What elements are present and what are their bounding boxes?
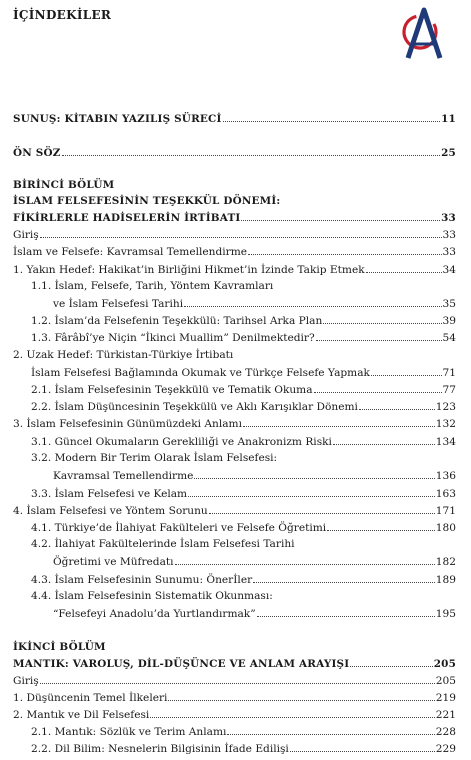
toc-entry-4-2[interactable]: Öğretimi ve Müfredatı 182 bbox=[53, 556, 456, 568]
part-one-title: İSLAM FELSEFESİNİN TEŞEKKÜL DÖNEMİ: bbox=[13, 195, 281, 207]
toc-entry-4-4-line1: 4.4. İslam Felsefesinin Sistematik Okunması: bbox=[31, 590, 273, 602]
toc-entry-part-one-title-end[interactable]: FİKİRLERLE HADİSELERİN İRTİBATI 33 bbox=[13, 212, 456, 224]
toc-entry-sunus[interactable]: SUNUŞ: KİTABIN YAZILIŞ SÜRECİ 11 bbox=[13, 113, 456, 125]
toc-entry-2[interactable]: İslam Felsefesi Bağlamında Okumak ve Türkçe Felsefe Yapmak 71 bbox=[31, 367, 456, 379]
toc-entry-mantik-2-1[interactable]: 2.1. Mantık: Sözlük ve Terim Anlamı 228 bbox=[31, 726, 456, 738]
toc-entry-giris[interactable]: Giriş 33 bbox=[13, 229, 456, 241]
toc-entry-on-soz[interactable]: ÖN SÖZ 25 bbox=[13, 147, 456, 159]
toc-entry-mantik-2[interactable]: 2. Mantık ve Dil Felsefesi 221 bbox=[13, 709, 456, 721]
toc-entry-1-3[interactable]: 1.3. Fârâbî’ye Niçin “İkinci Muallim” Denilmektedir? 54 bbox=[31, 332, 456, 344]
toc-entry-3-2-line1: 3.2. Modern Bir Terim Olarak İslam Felsefesi: bbox=[31, 452, 278, 464]
toc-entry-4-3[interactable]: 4.3. İslam Felsefesinin Sunumu: Önerİler 189 bbox=[31, 574, 456, 586]
toc-entry-4-1[interactable]: 4.1. Türkiye’de İlahiyat Fakülteleri ve Felsefe Öğretimi 180 bbox=[31, 522, 456, 534]
toc-entry-3-1[interactable]: 3.1. Güncel Okumaların Gerekliliği ve Anakronizm Riski 134 bbox=[31, 436, 456, 448]
toc-entry-3-3[interactable]: 3.3. İslam Felsefesi ve Kelam 163 bbox=[31, 488, 456, 500]
toc-entry-2-line1: 2. Uzak Hedef: Türkistan-Türkiye İrtibatı bbox=[13, 349, 234, 361]
toc-entry-islam-ve-felsefe[interactable]: İslam ve Felsefe: Kavramsal Temellendirme 33 bbox=[13, 246, 456, 258]
toc-entry-1-1[interactable]: ve İslam Felsefesi Tarihi 35 bbox=[53, 298, 456, 310]
toc-entry-4[interactable]: 4. İslam Felsefesi ve Yöntem Sorunu 171 bbox=[13, 505, 456, 517]
page-title: İÇİNDEKİLER bbox=[13, 8, 112, 22]
part-one-label: BİRİNCİ BÖLÜM bbox=[13, 179, 115, 191]
toc-entry-1-1-line1: 1.1. İslam, Felsefe, Tarih, Yöntem Kavramları bbox=[31, 280, 274, 292]
part-two-label: İKİNCİ BÖLÜM bbox=[13, 641, 106, 653]
toc-entry-1[interactable]: 1. Yakın Hedef: Hakikat’in Birliğini Hikmet’in İzinde Takip Etmek 34 bbox=[13, 264, 456, 276]
toc-entry-3-2[interactable]: Kavramsal Temellendirme 136 bbox=[53, 470, 456, 482]
toc-entry-3[interactable]: 3. İslam Felsefesinin Günümüzdeki Anlamı 132 bbox=[13, 418, 456, 430]
toc-entry-part-two-title[interactable]: MANTIK: VAROLUŞ, DİL-DÜŞÜNCE VE ANLAM ARAYIŞI 205 bbox=[13, 658, 456, 670]
toc-entry-1-2[interactable]: 1.2. İslam’da Felsefenin Teşekkülü: Tarihsel Arka Plan 39 bbox=[31, 315, 456, 327]
toc-entry-mantik-2-2[interactable]: 2.2. Dil Bilim: Nesnelerin Bilgisinin İfade Edilişi 229 bbox=[31, 743, 456, 755]
toc-entry-2-1[interactable]: 2.1. İslam Felsefesinin Teşekkülü ve Tematik Okuma 77 bbox=[31, 384, 456, 396]
toc-entry-giris-2[interactable]: Giriş 205 bbox=[13, 675, 456, 687]
toc-entry-4-4[interactable]: “Felsefeyi Anadolu’da Yurtlandırmak” 195 bbox=[53, 608, 456, 620]
toc-entry-4-2-line1: 4.2. İlahiyat Fakültelerinde İslam Felsefesi Tarihi bbox=[31, 538, 295, 550]
toc-entry-mantik-1[interactable]: 1. Düşüncenin Temel İlkeleri 219 bbox=[13, 692, 456, 704]
toc-entry-2-2[interactable]: 2.2. İslam Düşüncesinin Teşekkülü ve Aklı Karışıklar Dönemi 123 bbox=[31, 401, 456, 413]
